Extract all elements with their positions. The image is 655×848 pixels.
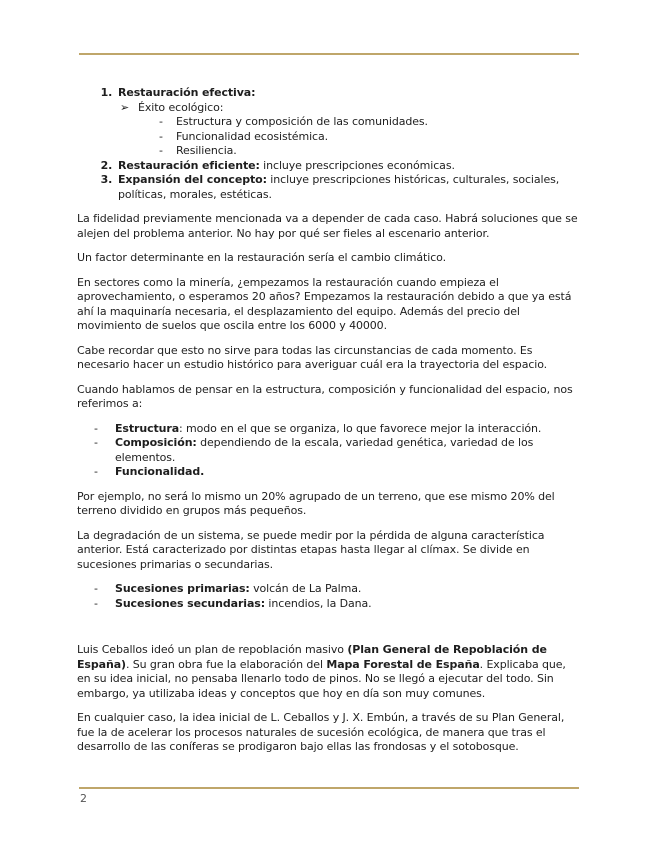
list-item: - Sucesiones secundarias: incendios, la Dana. — [115, 597, 580, 612]
page-number: 2 — [80, 792, 87, 805]
paragraph: En sectores como la minería, ¿empezamos la restauración cuando empieza el aprovechamiento, o esperamos 20 años? Empezamos la restauración debido a que ya está ahí la maquinaría necesaria, el desplazamiento del equipo. Además del precio del movimiento de suelos que oscila entre los 6000 y 40000. — [77, 275, 572, 332]
succession-list — [77, 582, 580, 611]
list-item: - Estructura: modo en el que se organiza, lo que favorece mejor la interacción. — [115, 422, 580, 437]
header-rule — [79, 53, 579, 55]
paragraph: Luis Ceballos ideó un plan de repoblación masivo (Plan General de Repoblación de España). Su gran obra fue la elaboración del Mapa Forestal de España. Explicaba que, en su idea inicial, no pensaba llenarlo todo de pinos. No se llegó a ejecutar del todo. Sin embargo, ya utilizaba ideas y conceptos que hoy en día son muy comunes. — [77, 643, 566, 700]
section-spacer — [77, 621, 580, 643]
paragraph: Cuando hablamos de pensar en la estructura, composición y funcionalidad del espacio, nos referimos a: — [77, 382, 573, 410]
paragraph: Cabe recordar que esto no sirve para todas las circunstancias de cada momento. Es necesario hacer un estudio histórico para averiguar cuál era la trayectoria del espacio. — [77, 343, 548, 371]
list-item: - Estructura y composición de las comunidades. — [176, 115, 580, 130]
list-item: - Composición: dependiendo de la escala, variedad genética, variedad de los elementos. — [115, 436, 580, 465]
list-item: - Funcionalidad. — [115, 465, 580, 480]
dash-sublist — [138, 115, 580, 159]
space-attributes-list — [77, 422, 580, 480]
arrow-sublist — [118, 101, 580, 159]
page-body — [77, 86, 580, 765]
restoration-list — [77, 86, 580, 202]
list-item: - Funcionalidad ecosistémica. — [176, 130, 580, 145]
list-item: 3. Expansión del concepto: incluye prescripciones históricas, culturales, sociales, políticas, morales, estéticas. — [116, 173, 580, 202]
list-item: 1. Restauración efectiva: ➢ Éxito ecológico: - Estructura y composición de las comunidades. - Funcionalidad ecosistémica. - Resiliencia. — [116, 86, 580, 159]
list-item: ➢ Éxito ecológico: - Estructura y composición de las comunidades. - Funcionalidad ecosistémica. - Resiliencia. — [138, 101, 580, 159]
paragraph: Por ejemplo, no será lo mismo un 20% agrupado de un terreno, que ese mismo 20% del terreno dividido en grupos más pequeños. — [77, 489, 555, 517]
list-item: - Resiliencia. — [176, 144, 580, 159]
footer-rule — [79, 787, 579, 789]
list-item: 2. Restauración eficiente: incluye prescripciones económicas. — [116, 159, 580, 174]
list-item: - Sucesiones primarias: volcán de La Palma. — [115, 582, 580, 597]
paragraph: La fidelidad previamente mencionada va a depender de cada caso. Habrá soluciones que se alejen del problema anterior. No hay por qué ser fieles al escenario anterior. — [77, 212, 578, 240]
paragraph: En cualquier caso, la idea inicial de L. Ceballos y J. X. Embún, a través de su Plan General, fue la de acelerar los procesos naturales de sucesión ecológica, de manera que tras el desarrollo de las coníferas se prodigaron bajo ellas las frondosas y el sotobosque. — [77, 711, 565, 753]
paragraph: La degradación de un sistema, se puede medir por la pérdida de alguna característica anterior. Está caracterizado por distintas etapas hasta llegar al clímax. Se divide en sucesiones primarias o secundarias. — [77, 528, 545, 571]
paragraph: Un factor determinante en la restauración sería el cambio climático. — [77, 251, 447, 264]
